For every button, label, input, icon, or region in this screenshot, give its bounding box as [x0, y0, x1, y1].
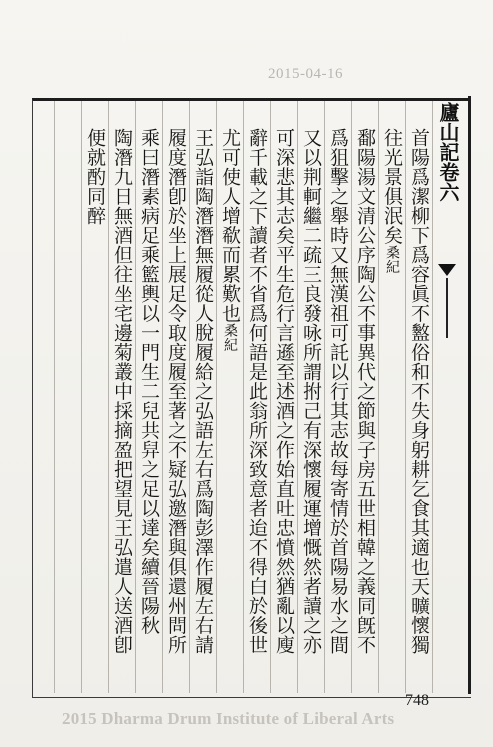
fishtail-mark-icon	[438, 264, 456, 276]
column-rule	[216, 101, 217, 693]
column-rule	[324, 101, 325, 693]
text-column: 乘曰潛素病足乘籃輿以一門生二兒共舁之足以達矣續晉陽秋	[138, 128, 160, 635]
column-rule	[432, 101, 433, 693]
page-number: 748	[405, 692, 429, 709]
text-column: 尤可使人增欷而累歎也桑紀	[219, 128, 241, 352]
column-rule	[243, 101, 244, 693]
text-column: 便就酌同醉	[84, 128, 106, 226]
column-rule	[108, 101, 109, 693]
text-column: 鄱陽湯文清公序陶公不事異代之節與子房五世相韓之義同旣不	[354, 128, 376, 655]
text-column: 履度潛卽於坐上展足令取度履至著之不疑弘邀潛與俱還州問所	[165, 128, 187, 655]
column-rule	[378, 101, 379, 693]
text-column: 又以荆軻繼二疏三良發咏所謂拊己有深懷履運增慨然者讀之亦	[300, 128, 322, 655]
footer-credit: 2015 Dharma Drum Institute of Liberal Arts	[62, 709, 395, 728]
column-rule	[405, 101, 406, 693]
text-column: 可深悲其志矣平生危行言遜至述酒之作始直吐忠憤然猶亂以廋	[273, 128, 295, 655]
source-note: 桑紀	[222, 323, 238, 352]
text-column: 往光景俱泯矣桑紀	[381, 128, 403, 274]
column-rule	[162, 101, 163, 693]
column-rule	[351, 101, 352, 693]
date-stamp: 2015-04-16	[268, 66, 343, 82]
text-column: 爲狙擊之舉時又無漢祖可託以行其志故每寄情於首陽易水之間	[327, 128, 349, 655]
column-rule	[270, 101, 271, 693]
text-column: 王弘詣陶潛潛無履從人脫履給之弘語左右爲陶彭澤作履左右請	[192, 128, 214, 655]
source-note: 桑紀	[384, 245, 400, 274]
column-rule	[81, 101, 82, 693]
text-column: 首陽爲潔柳下爲容眞不盭俗和不失身躬耕乞食其適也天曠懷獨	[408, 128, 430, 655]
running-header: 廬山記卷六	[436, 102, 460, 202]
text-column: 辭千載之下讀者不省爲何語是此翁所深致意者迨不得白於後世	[246, 128, 268, 655]
column-rule	[54, 101, 55, 693]
frame-edge	[468, 96, 471, 694]
column-rule	[297, 101, 298, 693]
column-rule	[135, 101, 136, 693]
header-rule	[446, 278, 448, 338]
text-column: 陶潛九日無酒但往坐宅邊菊叢中採摘盈把望見王弘遣人送酒卽	[111, 128, 133, 655]
column-rule	[189, 101, 190, 693]
